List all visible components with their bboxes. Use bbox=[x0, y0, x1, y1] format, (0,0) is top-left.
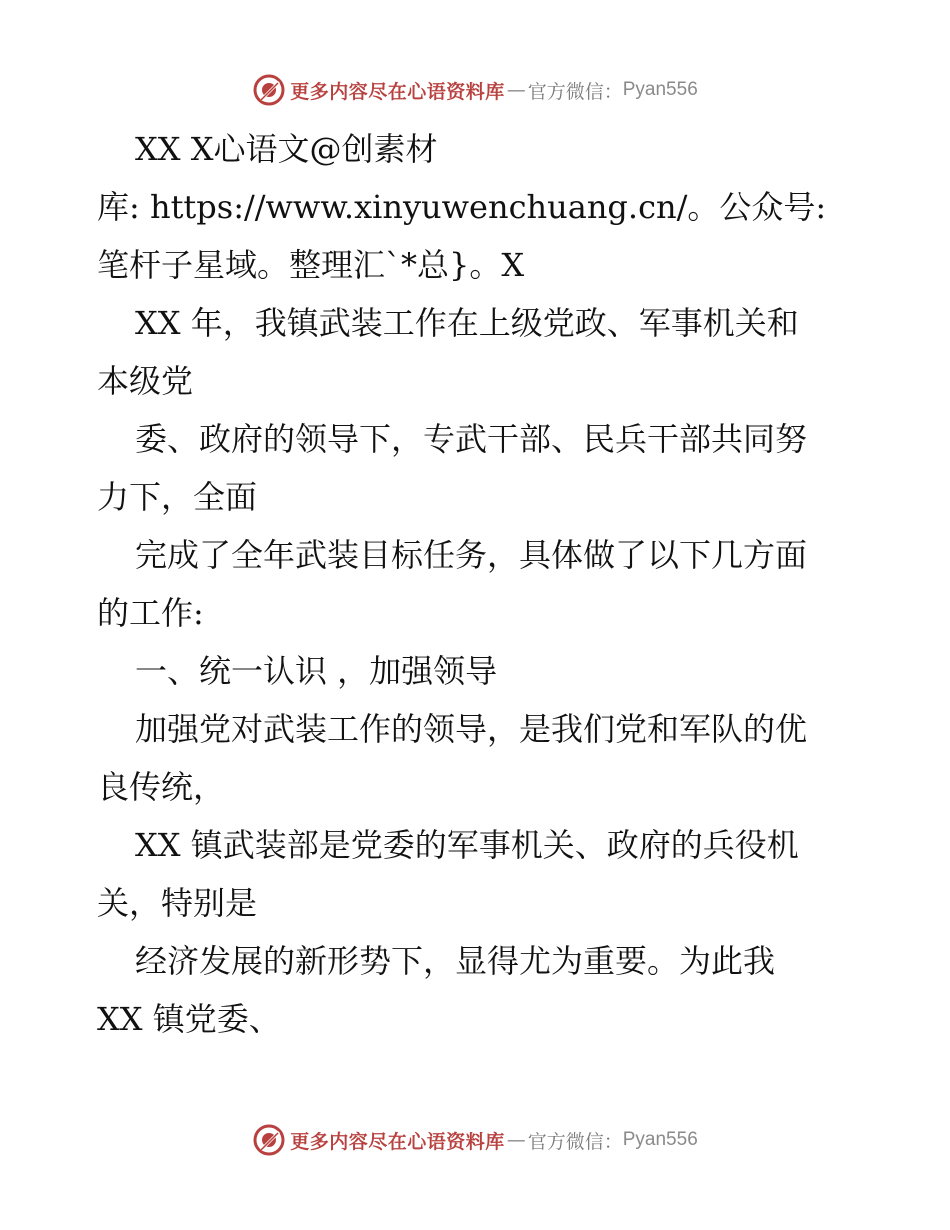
brand-logo-icon bbox=[252, 1123, 286, 1157]
text-line: 完成了全年武装目标任务，具体做了以下几方面 bbox=[135, 536, 808, 574]
text-line: XX X心语文@创素材 bbox=[135, 130, 438, 168]
text-line: 力下，全面 bbox=[97, 478, 258, 516]
banner-text: 更多内容尽在心语资料库 bbox=[290, 1130, 505, 1153]
header-watermark-banner bbox=[0, 70, 950, 110]
text-line: 的工作: bbox=[97, 594, 204, 632]
text-line: 加强党对武装工作的领导，是我们党和军队的优 bbox=[135, 710, 808, 748]
banner-wechat-id: Pyan556 bbox=[622, 1129, 698, 1150]
footer-watermark-banner bbox=[0, 1120, 950, 1160]
banner-wechat-id: Pyan556 bbox=[622, 79, 698, 100]
text-line: 经济发展的新形势下，显得尤为重要。为此我 bbox=[135, 942, 776, 980]
section-heading: 一、统一认识 ，加强领导 bbox=[135, 652, 498, 690]
banner-text: 更多内容尽在心语资料库 bbox=[290, 80, 505, 103]
banner-separator: — bbox=[506, 1129, 526, 1151]
document-body bbox=[97, 120, 857, 1048]
text-line: XX 镇党委、 bbox=[97, 1000, 281, 1038]
banner-separator: — bbox=[506, 79, 526, 101]
text-line: 本级党 bbox=[97, 362, 194, 400]
banner-official-label: 官方微信： bbox=[527, 1130, 623, 1153]
text-line: 良传统， bbox=[97, 768, 226, 806]
text-line: XX 镇武装部是党委的军事机关、政府的兵役机 bbox=[135, 826, 799, 864]
text-line: XX 年，我镇武装工作在上级党政、军事机关和 bbox=[135, 304, 799, 342]
brand-logo-icon bbox=[252, 73, 286, 107]
text-line: 委、政府的领导下，专武干部、民兵干部共同努 bbox=[135, 420, 808, 458]
banner-official-label: 官方微信： bbox=[527, 80, 623, 103]
text-line: 库: https://www.xinyuwenchuang.cn/。公众号: bbox=[97, 188, 827, 226]
text-line: 笔杆子星域。整理汇`*总}。X bbox=[97, 246, 525, 284]
text-line: 关，特别是 bbox=[97, 884, 258, 922]
